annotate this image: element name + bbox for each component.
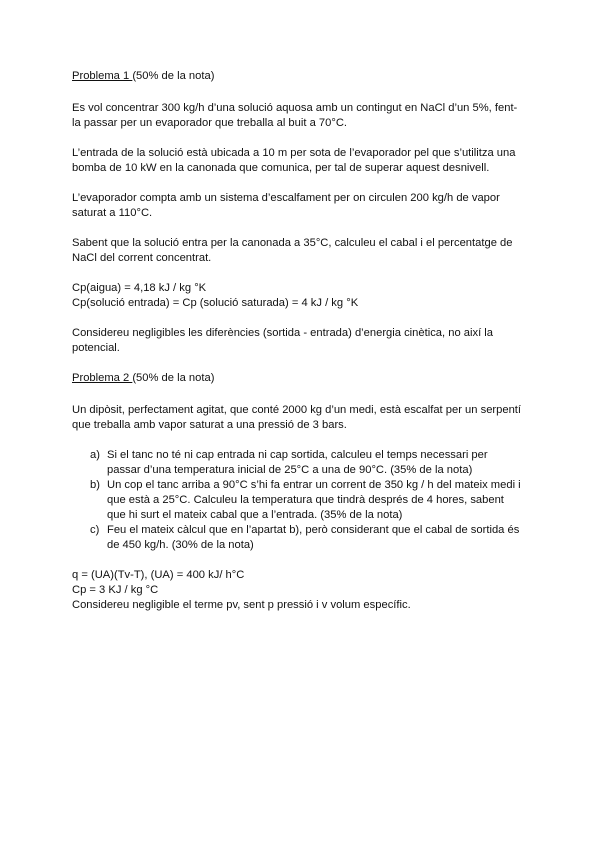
problem1-title: Problema 1: [72, 70, 133, 82]
list-marker: b): [90, 479, 100, 491]
list-item-text: Feu el mateix càlcul que en l’apartat b), però considerant que el cabal de sortida és de 450 kg/h. (30% de la nota): [107, 524, 520, 551]
problem1-formulas: [72, 281, 522, 311]
problem2-formulas: [72, 568, 522, 613]
problem1-paragraph: Sabent que la solució entra per la canonada a 35°C, calculeu el cabal i el percentatge de NaCl del corrent concentrat.: [72, 237, 513, 264]
list-marker: a): [90, 449, 100, 461]
problem2-question-list: [72, 448, 522, 553]
problem2-intro: Un dipòsit, perfectament agitat, que conté 2000 kg d’un medi, està escalfat per un serpentí que treballa amb vapor saturat a una pressió de 3 bars.: [72, 404, 522, 431]
problem1-formula: Cp(solució entrada) = Cp (solució saturada) = 4 kJ / kg °K: [72, 297, 359, 309]
list-marker: c): [90, 524, 100, 536]
problem1-weight: (50% de la nota): [132, 70, 215, 82]
list-item: [72, 448, 522, 478]
list-item: [72, 523, 522, 553]
problem1-note: Considereu negligibles les diferències (sortida - entrada) d’energia cinètica, no així la potencial.: [72, 327, 494, 354]
problem1-paragraph: Es vol concentrar 300 kg/h d’una solució aquosa amb un contingut en NaCl d’un 5%, fent-la passar per un evaporador que treballa al buit a 70°C.: [72, 102, 518, 129]
problem2-note: Considereu negligible el terme pv, sent p pressió i v volum específic.: [72, 599, 411, 611]
problem1-paragraph: L’entrada de la solució està ubicada a 10 m per sota de l’evaporador pel que s’utilitza una bomba de 10 kW en la canonada que comunica, per tal de superar aquest desnivell.: [72, 147, 516, 174]
document-body: [72, 69, 522, 613]
problem1-paragraph: L’evaporador compta amb un sistema d’escalfament per on circulen 200 kg/h de vapor saturat a 110°C.: [72, 192, 500, 219]
problem1-heading: [72, 69, 522, 84]
list-item: [72, 478, 522, 523]
problem2-formula: Cp = 3 KJ / kg °C: [72, 584, 159, 596]
problem1-formula: Cp(aigua) = 4,18 kJ / kg °K: [72, 282, 207, 294]
problem2-formula: q = (UA)(Tv-T), (UA) = 400 kJ/ h°C: [72, 569, 245, 581]
problem2-title: Problema 2: [72, 372, 133, 384]
problem2-heading: [72, 371, 522, 386]
list-item-text: Un cop el tanc arriba a 90°C s’hi fa entrar un corrent de 350 kg / h del mateix medi i que està a 25°C. Calculeu la temperatura que tindrà després de 4 hores, sabent que hi surt el mateix cabal que a l’entrada. (35% de la nota): [107, 479, 521, 521]
list-item-text: Si el tanc no té ni cap entrada ni cap sortida, calculeu el temps necessari per passar d’una temperatura inicial de 25°C a una de 90°C. (35% de la nota): [107, 449, 488, 476]
problem2-weight: (50% de la nota): [132, 372, 215, 384]
